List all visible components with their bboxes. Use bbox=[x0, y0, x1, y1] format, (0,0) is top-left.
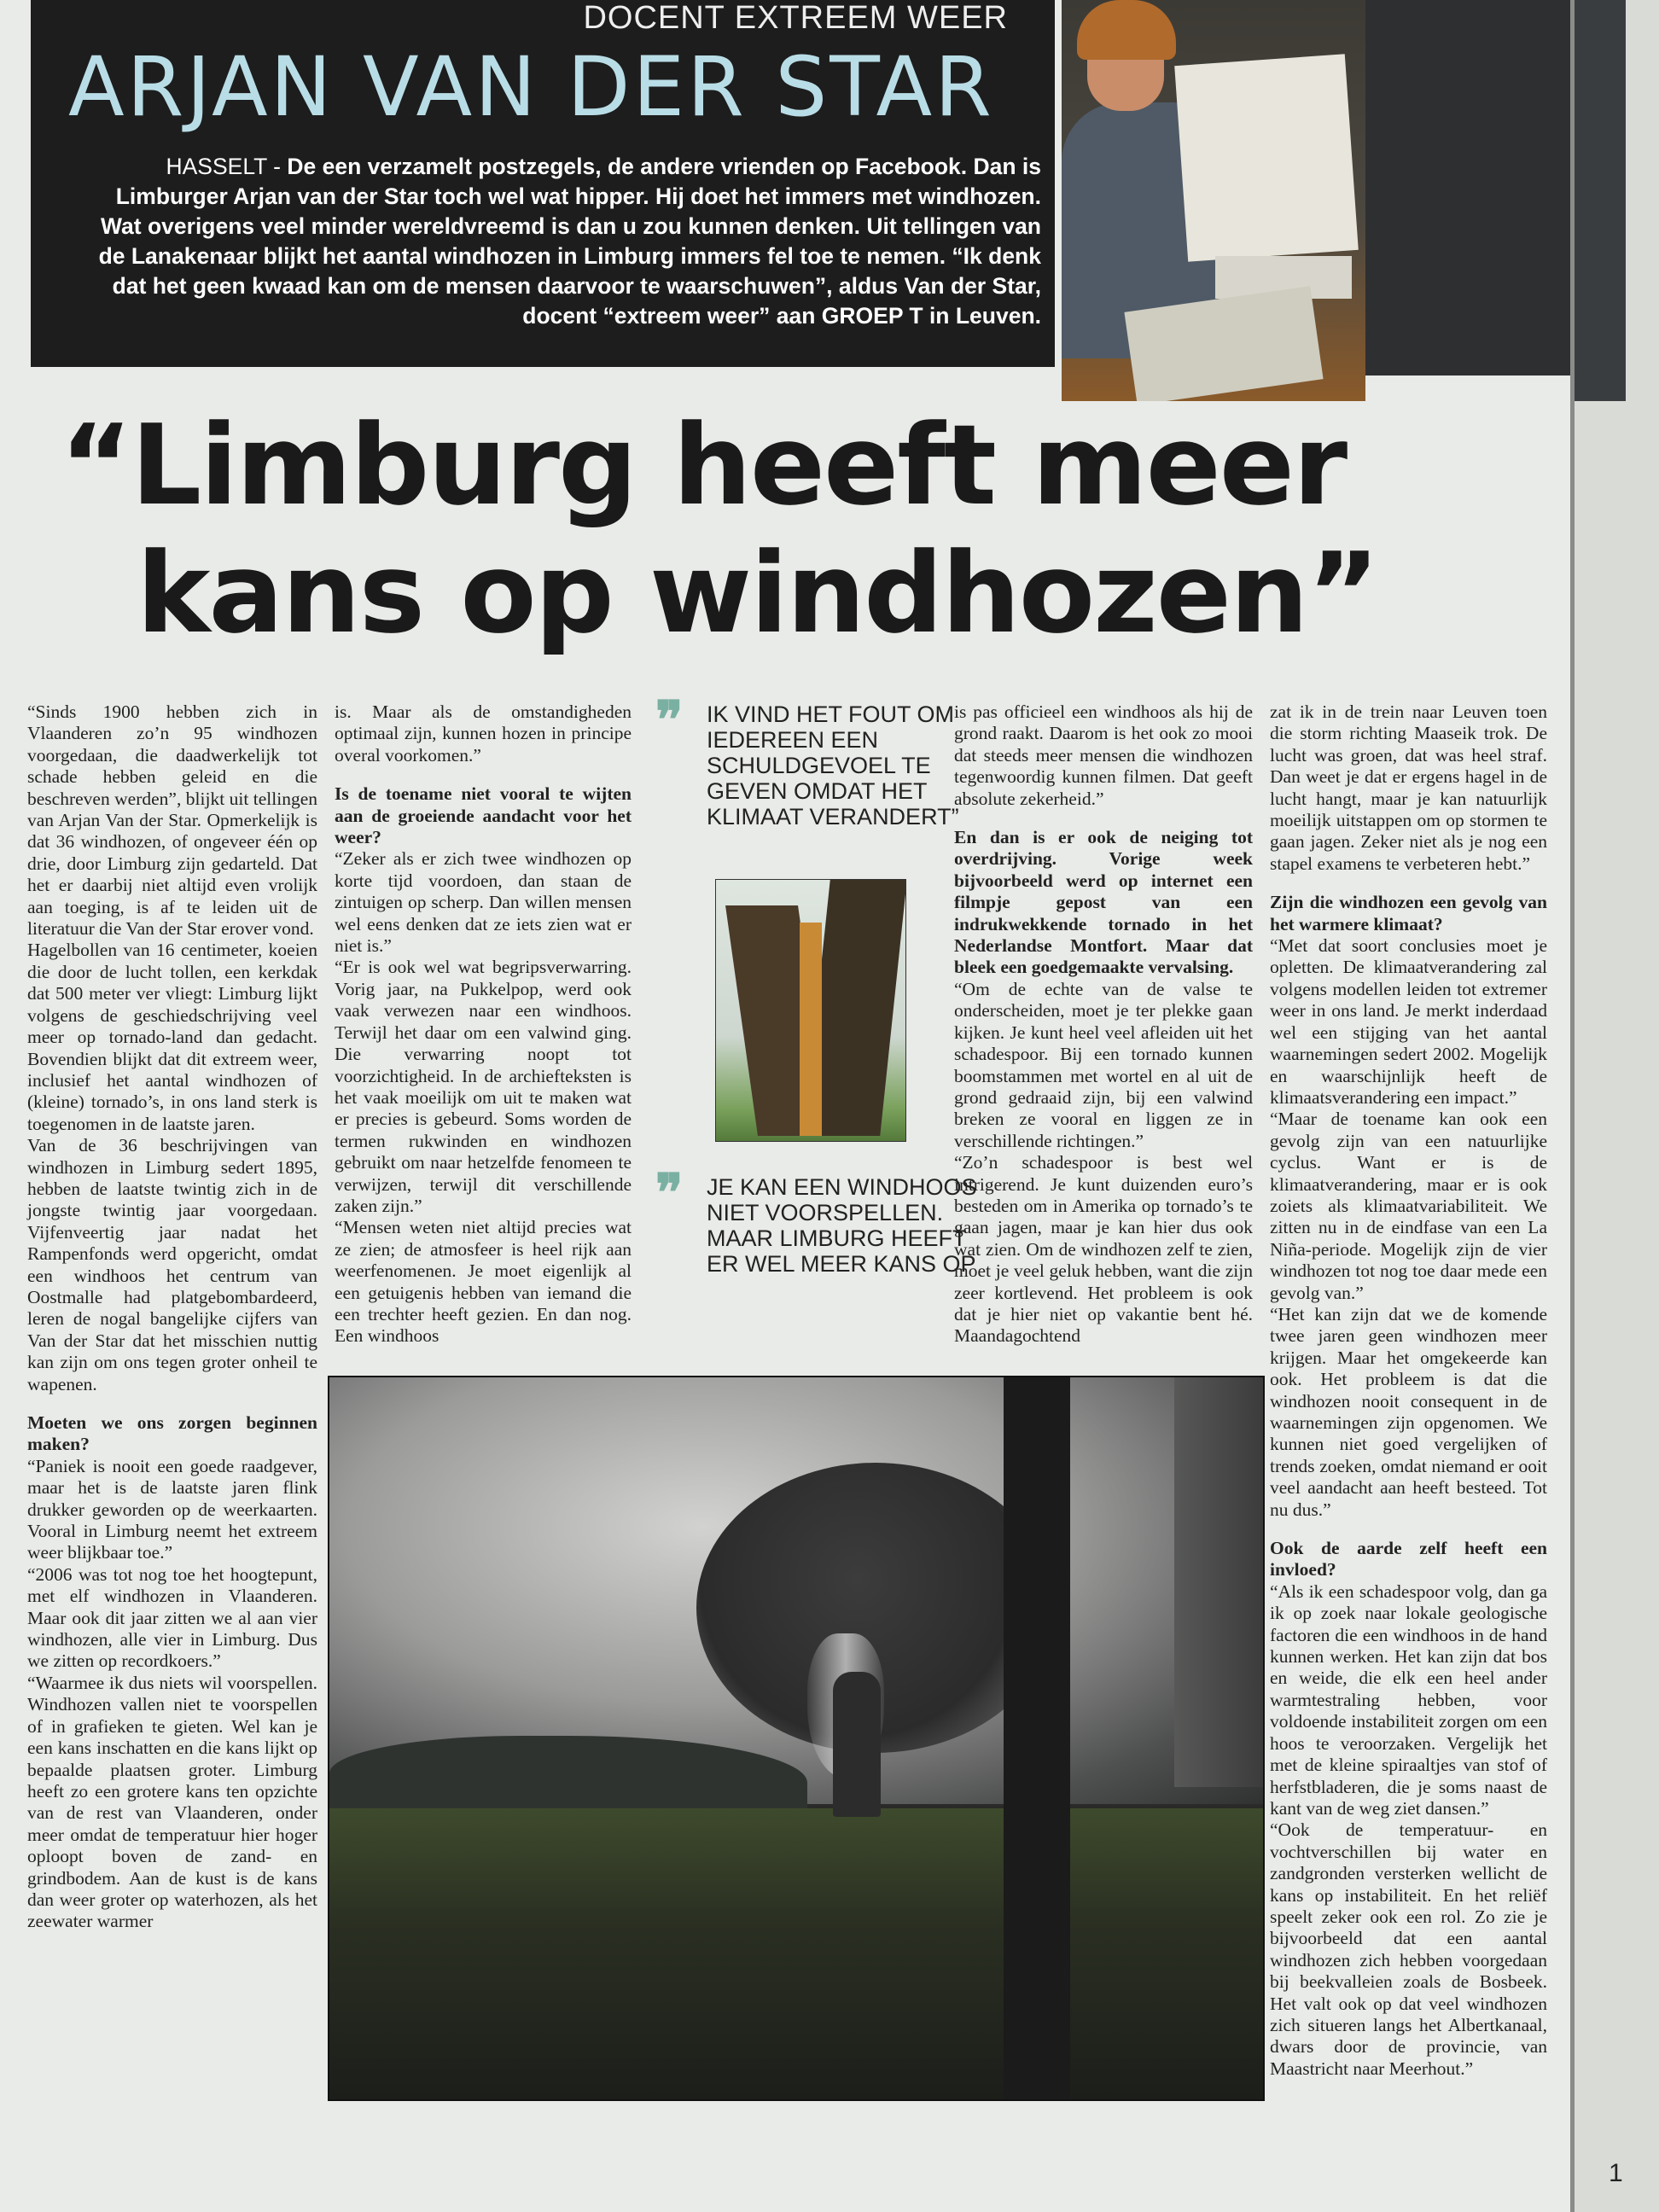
pull-quote-text: JE KAN EEN WINDHOOS NIET VOORSPELLEN. MAAR LIMBURG HEEFT ER WEL MEER KANS OP bbox=[707, 1174, 977, 1277]
tornado-photo bbox=[328, 1376, 1265, 2101]
paragraph: “Om de echte van de valse te onderscheiden, moet je ter plekke gaan kijken. Je kunt heel veel afleiden uit het schadespoor. Bij een tornado kunnen boomstammen met wortel en al uit de grond gedraaid zijn, bij een valwind breken ze vooral en liggen ze in verschillende richtingen.” bbox=[954, 978, 1253, 1151]
headline-line-2: kans op windhozen” bbox=[137, 528, 1378, 658]
column-1 bbox=[27, 701, 317, 1933]
paragraph: Hagelbollen van 16 centimeter, koeien die door de lucht tollen, een kerkdak dat 500 meter ver vliegt: Limburg lijkt volgens de geschiedschrijving veel meer op tornado-land dan gedacht. Bovendien blijkt dat dit extreem weer, inclusief het aantal windhozen of (kleine) tornado’s, in ons land sterk is toegenomen in de laatste jaren. bbox=[27, 940, 317, 1134]
paragraph: “Maar de toename kan ook een gevolg zijn van een natuurlijke cyclus. Want er is de klimaatverandering, maar er is ook zoiets als klimaatvariabiliteit. We zitten nu in de eindfase van een La Niña-periode. Mogelijk zijn de vier windhozen tot nog toe daar mede een gevolg van.” bbox=[1270, 1109, 1547, 1303]
column-2 bbox=[335, 701, 632, 1348]
article-header bbox=[31, 0, 1055, 367]
column-5 bbox=[1270, 701, 1547, 2080]
paragraph: zat ik in de trein naar Leuven toen die storm richting Maaseik trok. De lucht was groen, dat was heel straf. Dan weet je dat er ergens hagel in de lucht hangt, maar je kan natuurlijk moeilijk uitstappen om op stormen te gaan jagen. Zeker niet als je nog een stapel examens te verbeteren hebt.” bbox=[1270, 701, 1547, 874]
headline-line-1: “Limburg heeft meer bbox=[60, 400, 1347, 530]
kicker: DOCENT EXTREEM WEER bbox=[583, 0, 1008, 36]
page-number: 1 bbox=[1609, 2159, 1623, 2187]
paragraph: Van de 36 beschrijvingen van windhozen in Limburg sedert 1895, hebben de laatste twintig zich in de jongste twintig jaar voorgedaan. Vijfenveertig jaar nadat het Rampenfonds werd opgericht, omdat een windhoos het centrum van Oostmalle had platgebombardeerd, leren de nogal bangelijke cijfers van Van der Star dat het misschien nuttig kan zijn om ons tegen groter onheil te wapenen. bbox=[27, 1135, 317, 1394]
intro-text: De een verzamelt postzegels, de andere vrienden op Facebook. Dan is Limburger Arjan van der Star toch wel wat hipper. Hij doet het immers met windhozen. Wat overigens veel minder wereldvreemd is dan u zou kunnen denken. Uit tellingen van de Lanakenaar blijkt het aantal windhozen in Limburg immers fel toe te nemen. “Ik denk dat het geen kwaad kan om de mensen daarvoor te waarschuwen”, aldus Van der Star, docent “extreem weer” aan GROEP T in Leuven. bbox=[98, 154, 1041, 329]
paragraph: “Zeker als er zich twee windhozen op korte tijd voordoen, dan staan de zintuigen op scherp. Dan willen mensen wel eens denken dat ze iets zien wat er niet is.” bbox=[335, 848, 632, 957]
paragraph: “Sinds 1900 hebben zich in Vlaanderen zo’n 95 windhozen voorgedaan, die daadwerkelijk tot schade hebben geleid en die beschreven werden”, blijkt uit tellingen van Arjan Van der Star. Opmerkelijk is dat 36 windhozen, of ongeveer één op drie, door Limburg zijn gedarteld. Dat het er daarbij niet altijd even vrolijk aan toeging, is af te leiden uit de literatuur die Van der Star erover vond. bbox=[27, 701, 317, 940]
quote-mark-icon: ❞ bbox=[655, 1164, 684, 1221]
person-name: ARJAN VAN DER STAR bbox=[68, 39, 994, 135]
column-4 bbox=[954, 701, 1253, 1348]
split-tree-photo bbox=[715, 879, 906, 1142]
interview-question: Ook de aarde zelf heeft een invloed? bbox=[1270, 1538, 1547, 1580]
paragraph: is pas officieel een windhoos als hij de grond raakt. Daarom is het ook zo mooi dat steeds meer mensen die windhozen tegenwoordig kunnen filmen. Dat geeft absolute zekerheid.” bbox=[954, 701, 1253, 809]
paragraph: “Waarmee ik dus niets wil voorspellen. Windhozen vallen niet te voorspellen of in grafieken te gieten. Wel kan je een kans inschatten en die kans lijkt op bepaalde plaatsen groter. Limburg heeft zo een grotere kans ten opzichte van de rest van Vlaanderen, onder meer omdat de temperatuur hier hoger oploopt boven de zand- en grindbodem. Aan de kust is de kans dan weer groter op waterhozen, als het zeewater warmer bbox=[27, 1672, 317, 1932]
paragraph: “Mensen weten niet altijd precies wat ze zien; de atmosfeer is heel rijk aan weerfenomenen. Je moet eigenlijk al een getuigenis hebben van iemand die een trechter heeft gezien. En dan nog. Een windhoos bbox=[335, 1217, 632, 1347]
interview-question: Is de toename niet vooral te wijten aan de groeiende aandacht voor het weer? bbox=[335, 783, 632, 848]
adjacent-page-edge bbox=[1575, 0, 1659, 2212]
paragraph: “Het kan zijn dat we de komende twee jaren geen windhozen meer krijgen. Maar het omgekeerde kan ook. Het probleem is dat die windhozen nooit consequent in de waarnemingen zijn opgenomen. We kunnen niet goed vergelijken of trends zoeken, omdat niemand er ooit veel aandacht aan heeft besteed. Tot nu dus.” bbox=[1270, 1303, 1547, 1520]
photo-edge bbox=[1365, 0, 1570, 375]
quote-mark-icon: ❞ bbox=[655, 691, 684, 748]
dateline: HASSELT - bbox=[166, 154, 281, 179]
pull-quote-1 bbox=[655, 691, 980, 830]
portrait-photo bbox=[1062, 0, 1365, 401]
paragraph: “Zo’n schadespoor is best wel intrigerend. Je kunt duizenden euro’s besteden om in Amerika op tornado’s te gaan jagen, maar je kan hier dus ook wat zien. Om de windhozen zelf te zien, moet je veel geluk hebben, want die zijn zeer kortlevend. Het probleem is ook dat je hier niet op vakantie bent hé. Maandagochtend bbox=[954, 1152, 1253, 1347]
paragraph: “Paniek is nooit een goede raadgever, maar het is de laatste jaren flink drukker geworden op de weerkaarten. Vooral in Limburg neemt het extreem weer blijkbaar toe.” bbox=[27, 1455, 317, 1563]
paragraph: “2006 was tot nog toe het hoogtepunt, met elf windhozen in Vlaanderen. Maar ook dit jaar zitten we al aan vier windhozen, alle vier in Limburg. Dus we zitten op recordkoers.” bbox=[27, 1563, 317, 1672]
paragraph: “Ook de temperatuur- en vochtverschillen bij water en zandgronden versterken wellicht de kans op instabiliteit. En het reliëf speelt zeker ook een rol. Zo zie je bijvoorbeeld dat een aantal windhozen zich hebben voorgedaan bij beekvalleien zoals de Bosbeek. Het valt ook op dat veel windhozen zich situeren langs het Albertkanaal, dwars door de provincie, van Maastricht naar Meerhout.” bbox=[1270, 1819, 1547, 2079]
paragraph: “Met dat soort conclusies moet je opletten. De klimaatverandering zal volgens modellen leiden tot extremer weer in ons land. Je merkt inderdaad wel een stijging van het aantal waarnemingen sedert 2002. Mogelijk en waarschijnlijk heeft de klimaatsverandering een impact.” bbox=[1270, 935, 1547, 1108]
paragraph: is. Maar als de omstandigheden optimaal zijn, kunnen hozen in principe overal voorkomen.” bbox=[335, 701, 632, 765]
interview-question: Moeten we ons zorgen beginnen maken? bbox=[27, 1412, 317, 1455]
paragraph: “Als ik een schadespoor volg, dan ga ik op zoek naar lokale geologische factoren die een windhoos in de hand kunnen werken. Het kan zijn dat bos en weide, die elk een heel ander warmtestraling hebben, voor voldoende instabiliteit zorgen om een hoos te veroorzaken. Vergelijk het met de kleine spiraaltjes van stof of herfstbladeren, die je soms naast de kant van de weg ziet dansen.” bbox=[1270, 1580, 1547, 1819]
pull-quote-2 bbox=[655, 1164, 980, 1277]
headline bbox=[60, 401, 1378, 657]
interview-question: Zijn die windhozen een gevolg van het warmere klimaat? bbox=[1270, 892, 1547, 934]
interview-question: En dan is er ook de neiging tot overdrijving. Vorige week bijvoorbeeld werd op internet een filmpje gepost van een indrukwekkende tornado in het Nederlandse Montfort. Maar dat bleek een goedgemaakte vervalsing. bbox=[954, 827, 1253, 978]
pull-quote-text: IK VIND HET FOUT OM IEDEREEN EEN SCHULDGEVOEL TE GEVEN OMDAT HET KLIMAAT VERANDERT” bbox=[707, 701, 959, 830]
intro-paragraph bbox=[82, 152, 1041, 331]
paragraph: “Er is ook wel wat begripsverwarring. Vorig jaar, na Pukkelpop, werd ook vaak verwezen naar een windhoos. Terwijl het daar om een valwind ging. Die verwarring noopt tot voorzichtigheid. In de archiefteksten is het vaak moeilijk om uit te maken wat er precies is gebeurd. Soms worden de termen rukwinden en windhozen gebruikt om naar hetzelfde fenomeen te verwijzen, terwijl dit verschillende zaken zijn.” bbox=[335, 957, 632, 1216]
